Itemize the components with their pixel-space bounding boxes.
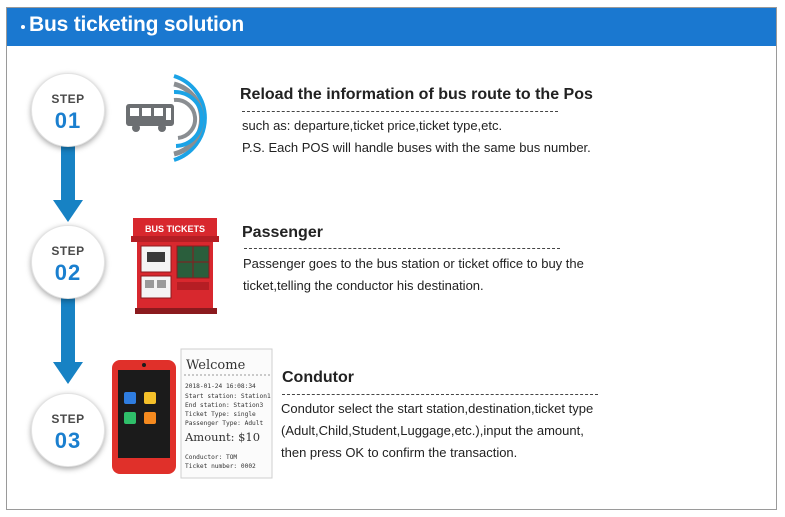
booth-sign-text: BUS TICKETS [144,224,206,234]
step-1-description [242,115,591,159]
receipt-amount: Amount: $10 [185,430,261,444]
step-3-line-1: Condutor select the start station,destination,ticket type [281,401,594,416]
step-3-description [281,398,593,464]
step-2-line-1: Passenger goes to the bus station or ticket office to buy the [243,256,584,271]
step-3-line-2: (Adult,Child,Student,Luggage,etc.),input the amount, [281,423,584,438]
step-2-label: STEP [51,244,85,258]
step-1-number: 01 [54,108,82,133]
receipt-ticket-number: Ticket number: 0002 [185,463,256,470]
pos-terminal-icon [110,358,178,481]
flow-arrow-1-head [53,200,83,222]
ticket-booth-icon [131,210,221,321]
receipt-start-station: Start station: Station1 [185,393,271,400]
step-2-heading: Passenger [242,224,323,241]
step-2-badge [31,225,105,299]
step-3-heading: Condutor [282,369,354,386]
receipt-datetime: 2018-01-24 16:08:34 [185,383,256,390]
receipt-passenger-type: Passenger Type: Adult [185,420,264,427]
receipt-conductor: Conductor: TOM [185,454,238,461]
step-1-divider [242,111,558,112]
receipt-title: Welcome [186,358,246,373]
header-bullet [21,25,25,29]
step-2-line-2: ticket,telling the conductor his destination. [243,278,484,293]
receipt-end-station: End station: Station3 [185,402,264,409]
step-1-badge [31,73,105,147]
step-1-label: STEP [51,92,85,106]
step-2-number: 02 [54,260,82,285]
step-1-line-2: P.S. Each POS will handle buses with the same bus number. [242,140,591,155]
step-2-divider [244,248,560,249]
page-title: Bus ticketing solution [29,13,244,36]
step-2-description [243,253,584,297]
flow-arrow-2-shaft [61,290,75,364]
step-3-badge [31,393,105,467]
receipt-printout [180,348,274,485]
step-1-heading: Reload the information of bus route to the Pos [240,86,593,103]
step-3-divider [282,394,598,395]
receipt-ticket-type: Ticket Type: single [185,411,256,418]
step-3-line-3: then press OK to confirm the transaction. [281,445,518,460]
step-3-number: 03 [54,428,82,453]
step-1-line-1: such as: departure,ticket price,ticket type,etc. [242,118,503,133]
step-3-label: STEP [51,412,85,426]
bus-signal-icon [124,72,220,171]
flow-arrow-1-shaft [61,140,75,202]
flow-arrow-2-head [53,362,83,384]
header-bar [7,8,776,46]
